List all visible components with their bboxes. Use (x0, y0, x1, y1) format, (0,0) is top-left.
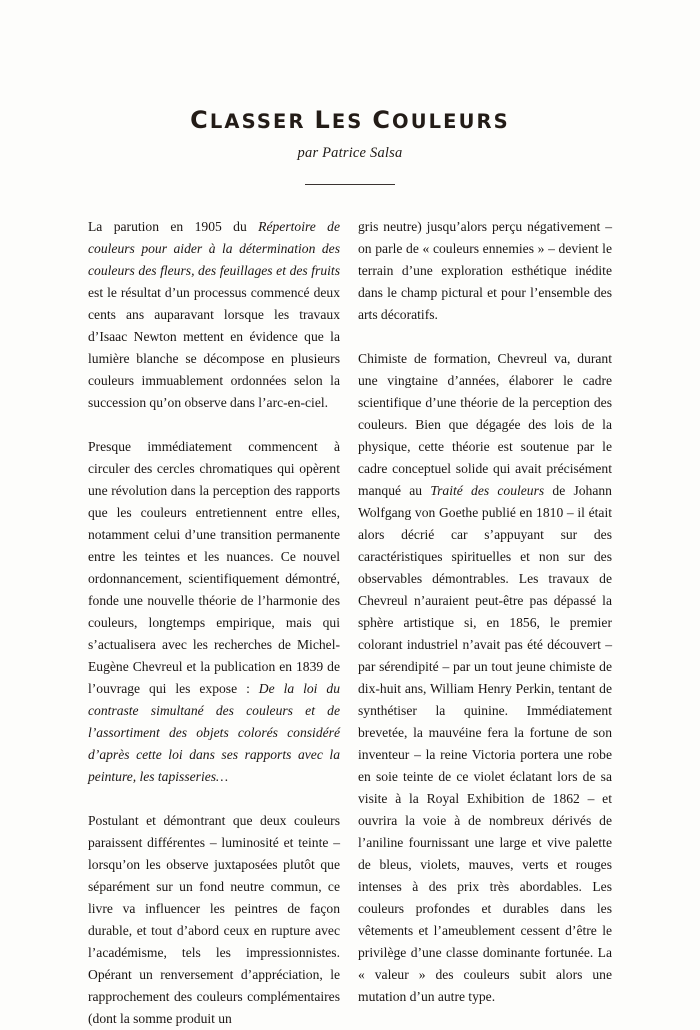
italic-run: De la loi du contraste simultané des couleurs et de l’assortiment des objets colorés considéré d’après cette loi dans ses rapports avec la peinture, les tapisseries… (88, 681, 340, 784)
title-word-rest: LASSER (209, 110, 306, 133)
title-word-initial: C (190, 106, 210, 134)
text-run: Postulant et démontrant que deux couleurs paraissent différentes – luminosité et teinte – lorsqu’on les observe juxtaposées plutôt que séparément sur un fond neutre commun, ce livre va influencer les peintres de façon durable, et tout d’abord ceux en rupture avec l’académisme, tels les impressionnistes. Opérant un renversement d’appréciation, le rapprochement des couleurs complémentaires (dont la somme produit un (88, 813, 340, 1026)
title-word-initial: L (314, 106, 332, 134)
byline: par Patrice Salsa (297, 145, 403, 161)
italic-run: Répertoire de couleurs pour aider à la détermination des couleurs des fleurs, des feuillages et des fruits (88, 219, 340, 278)
paragraph (358, 348, 612, 1008)
italic-run: Traité des couleurs (430, 483, 545, 498)
title-word (372, 106, 510, 134)
text-run: est le résultat d’un processus commencé deux cents ans auparavant lorsque les travaux d’Isaac Newton mettent en évidence que la lumière blanche se décompose en plusieurs couleurs immuablement ordonnées selon la succession qu’on observe dans l’arc-en-ciel. (88, 285, 340, 410)
title-word-rest: ES (331, 110, 364, 133)
column-left (88, 216, 340, 1030)
text-run: La parution en 1905 du (88, 219, 259, 234)
text-run: gris neutre) jusqu’alors perçu négativement – on parle de « couleurs ennemies » – devient le terrain d’une exploration esthétique inédite dans le champ pictural et pour l’ensemble des arts décoratifs. (358, 219, 612, 322)
paragraph (358, 216, 612, 326)
title-word-rest: OULEURS (392, 110, 510, 133)
masthead (88, 108, 612, 185)
page-title (88, 108, 612, 134)
column-right (358, 216, 612, 1008)
text-run: de Johann Wolfgang von Goethe publié en 1810 – il était alors décrié car s’appuyant sur des caractéristiques spirituelles et non sur des observables démontrables. Les travaux de Chevreul n’auraient peut-être pas dépassé la sphère artistique si, en 1856, le premier colorant industriel n’avait pas été découvert – par sérendipité – par un tout jeune chimiste de dix-huit ans, William Henry Perkin, tentant de synthétiser la quinine. Immédiatement brevetée, la mauvéine fera la fortune de son inventeur – la reine Victoria portera une robe en soie teinte de ce violet éclatant lors de sa visite à la Royal Exhibition de 1862 – et ouvrira la voie à de nombreux dérivés de l’aniline fournissant une large et vive palette de bleus, violets, mauves, verts et rouges intenses à des prix très abordables. Les couleurs profondes et durables dans les vêtements et l’ameublement cessent d’être le privilège d’une classe dominante fortunée. La « valeur » des couleurs subit alors une mutation d’un autre type. (358, 483, 612, 1004)
text-run: Presque immédiatement commencent à circuler des cercles chromatiques qui opèrent une révolution dans la perception des rapports que les couleurs entretiennent entre elles, notamment celui d’une transition permanente entre les teintes et les nuances. Ce nouvel ordonnancement, scientifiquement démontré, fonde une nouvelle théorie de l’harmonie des couleurs, longtemps empirique, mais qui s’actualisera avec les recherches de Michel-Eugène Chevreul et la publication en 1839 de l’ouvrage qui les expose : (88, 439, 340, 696)
title-word (190, 106, 306, 134)
divider-rule (305, 184, 395, 185)
title-word (314, 106, 364, 134)
paragraph (88, 216, 340, 414)
paragraph (88, 810, 340, 1030)
text-run: Chimiste de formation, Chevreul va, durant une vingtaine d’années, élaborer le cadre scientifique d’une théorie de la perception des couleurs. Bien que dégagée des lois de la physique, cette théorie est soutenue par le cadre conceptuel solide qui avait précisément manqué au (358, 351, 612, 498)
paragraph (88, 436, 340, 788)
two-column-body (88, 216, 612, 1030)
title-word-initial: C (372, 106, 393, 134)
